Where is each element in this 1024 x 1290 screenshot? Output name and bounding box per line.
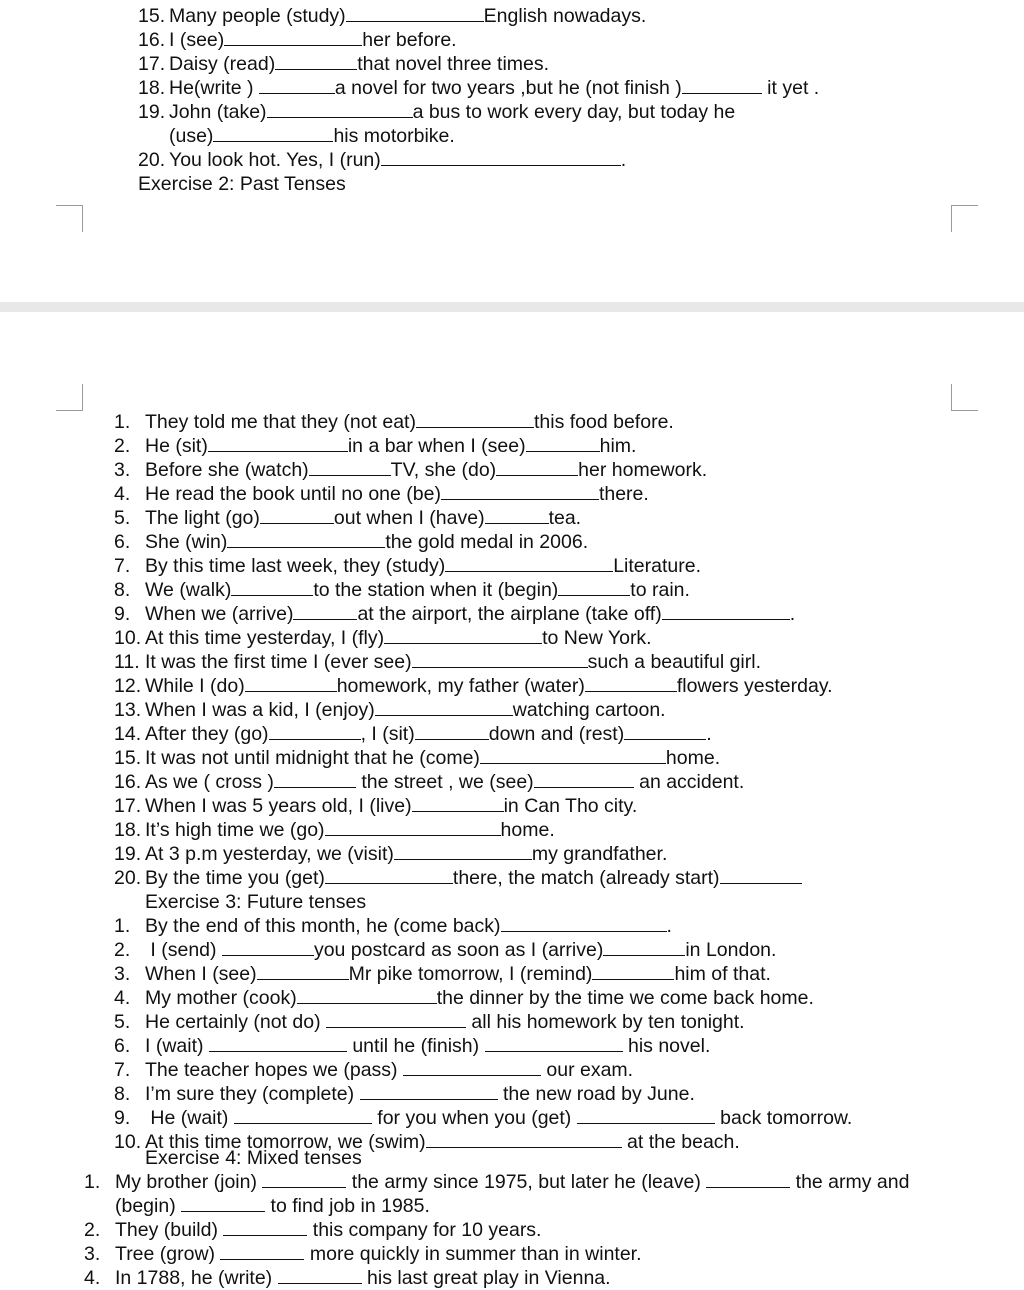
exercise4-item-4: 4. In 1788, he (write) his last great play in Vienna. [84,1267,611,1289]
answer-blank[interactable] [706,1170,790,1188]
answer-blank[interactable] [394,842,532,860]
answer-blank[interactable] [416,410,534,428]
exercise2-item-4: 4. He read the book until no one (be) there. [114,483,649,505]
answer-blank[interactable] [325,818,501,836]
answer-blank[interactable] [534,770,634,788]
answer-blank[interactable] [445,554,613,572]
page-corner-mark [951,205,978,232]
exercise4-item-2: 2. They (build) this company for 10 years. [84,1219,542,1241]
answer-blank[interactable] [309,458,391,476]
page-corner-mark [951,384,978,411]
answer-blank[interactable] [592,962,674,980]
exercise3-heading: Exercise 3: Future tenses [145,891,367,913]
exercise2-item-18: 18. It’s high time we (go) home. [114,819,555,841]
answer-blank[interactable] [259,76,335,94]
exercise2-item-16: 16. As we ( cross ) the street , we (see) an accident. [114,771,745,793]
answer-blank[interactable] [293,602,357,620]
answer-blank[interactable] [720,866,802,884]
answer-blank[interactable] [624,722,706,740]
exercise3-item-2: 2. I (send) you postcard as soon as I (arrive) in London. [114,939,777,961]
exercise4-heading: Exercise 4: Mixed tenses [145,1147,362,1169]
answer-blank[interactable] [213,124,333,142]
answer-blank[interactable] [209,1034,347,1052]
answer-blank[interactable] [375,698,513,716]
exercise3-item-5: 5. He certainly (not do) all his homework by ten tonight. [114,1011,745,1033]
exercise3-item-7: 7. The teacher hopes we (pass) our exam. [114,1059,634,1081]
answer-blank[interactable] [577,1106,715,1124]
answer-blank[interactable] [278,1266,362,1284]
answer-blank[interactable] [234,1106,372,1124]
answer-blank[interactable] [682,76,762,94]
answer-blank[interactable] [208,434,348,452]
exercise4-item-1-cont: (begin) to find job in 1985. [115,1195,430,1217]
answer-blank[interactable] [220,1242,304,1260]
answer-blank[interactable] [325,866,453,884]
answer-blank[interactable] [558,578,630,596]
exercise1-item-19: 19. John (take) a bus to work every day, but today he [138,101,736,123]
exercise2-item-5: 5. The light (go) out when I (have) tea. [114,507,582,529]
answer-blank[interactable] [223,1218,307,1236]
answer-blank[interactable] [275,52,357,70]
answer-blank[interactable] [412,650,588,668]
answer-blank[interactable] [267,100,413,118]
answer-blank[interactable] [412,794,504,812]
exercise3-item-4: 4. My mother (cook) the dinner by the time we come back home. [114,987,814,1009]
answer-blank[interactable] [257,962,349,980]
answer-blank[interactable] [224,28,362,46]
answer-blank[interactable] [381,148,621,166]
exercise2-item-6: 6. She (win) the gold medal in 2006. [114,531,589,553]
answer-blank[interactable] [441,482,599,500]
exercise3-item-1: 1. By the end of this month, he (come back) . [114,915,672,937]
exercise2-item-15: 15. It was not until midnight that he (come) home. [114,747,721,769]
exercise3-item-8: 8. I’m sure they (complete) the new road by June. [114,1083,695,1105]
exercise4-item-3: 3. Tree (grow) more quickly in summer than in winter. [84,1243,642,1265]
exercise2-item-8: 8. We (walk) to the station when it (begin) to rain. [114,579,690,601]
exercise2-item-12: 12. While I (do) homework, my father (water) flowers yesterday. [114,675,833,697]
answer-blank[interactable] [480,746,666,764]
exercise2-item-13: 13. When I was a kid, I (enjoy) watching cartoon. [114,699,666,721]
answer-blank[interactable] [360,1082,498,1100]
exercise1-item-18: 18. He(write ) a novel for two years ,but he (not finish ) it yet . [138,77,820,99]
exercise1-item-19-cont: (use) his motorbike. [169,125,455,147]
answer-blank[interactable] [585,674,677,692]
answer-blank[interactable] [274,770,356,788]
answer-blank[interactable] [326,1010,466,1028]
exercise2-heading: Exercise 2: Past Tenses [138,173,346,195]
exercise2-item-3: 3. Before she (watch) TV, she (do) her homework. [114,459,708,481]
answer-blank[interactable] [346,4,484,22]
answer-blank[interactable] [485,1034,623,1052]
answer-blank[interactable] [526,434,600,452]
exercise4-item-1: 1. My brother (join) the army since 1975, but later he (leave) the army and [84,1171,910,1193]
exercise2-item-14: 14. After they (go) , I (sit) down and (rest) . [114,723,712,745]
exercise2-item-9: 9. When we (arrive) at the airport, the airplane (take off) . [114,603,796,625]
exercise1-item-15: 15. Many people (study) English nowadays. [138,5,647,27]
exercise2-item-7: 7. By this time last week, they (study) Literature. [114,555,701,577]
answer-blank[interactable] [662,602,790,620]
page-corner-mark [56,205,83,232]
answer-blank[interactable] [403,1058,541,1076]
exercise2-item-20: 20. By the time you (get) there, the match (already start) [114,866,802,890]
page-corner-mark [56,384,83,411]
exercise2-item-10: 10. At this time yesterday, I (fly) to New York. [114,627,652,649]
answer-blank[interactable] [222,938,314,956]
answer-blank[interactable] [384,626,542,644]
exercise2-item-19: 19. At 3 p.m yesterday, we (visit) my grandfather. [114,843,668,865]
answer-blank[interactable] [297,986,437,1004]
exercise1-item-20: 20. You look hot. Yes, I (run) . [138,149,627,171]
answer-blank[interactable] [501,914,667,932]
answer-blank[interactable] [262,1170,346,1188]
exercise1-item-16: 16. I (see) her before. [138,29,457,51]
answer-blank[interactable] [181,1194,265,1212]
answer-blank[interactable] [426,1130,622,1148]
exercise2-item-1: 1. They told me that they (not eat) this food before. [114,411,674,433]
answer-blank[interactable] [245,674,337,692]
page-separator [0,302,1024,312]
answer-blank[interactable] [496,458,578,476]
exercise3-item-3: 3. When I (see) Mr pike tomorrow, I (remind) him of that. [114,963,771,985]
answer-blank[interactable] [603,938,685,956]
exercise2-item-11: 11. It was the first time I (ever see) such a beautiful girl. [114,651,762,673]
answer-blank[interactable] [485,506,549,524]
exercise1-item-17: 17. Daisy (read) that novel three times. [138,53,550,75]
answer-blank[interactable] [269,722,361,740]
exercise3-item-9: 9. He (wait) for you when you (get) back tomorrow. [114,1107,853,1129]
exercise3-item-6: 6. I (wait) until he (finish) his novel. [114,1035,711,1057]
answer-blank[interactable] [415,722,489,740]
page-top [0,0,1024,302]
exercise2-item-17: 17. When I was 5 years old, I (live) in Can Tho city. [114,795,638,817]
answer-blank[interactable] [231,578,313,596]
answer-blank[interactable] [227,530,385,548]
exercise2-item-2: 2. He (sit) in a bar when I (see) him. [114,435,637,457]
answer-blank[interactable] [260,506,334,524]
exercise3-item-10: 10. At this time tomorrow, we (swim) at the beach. [114,1131,740,1153]
